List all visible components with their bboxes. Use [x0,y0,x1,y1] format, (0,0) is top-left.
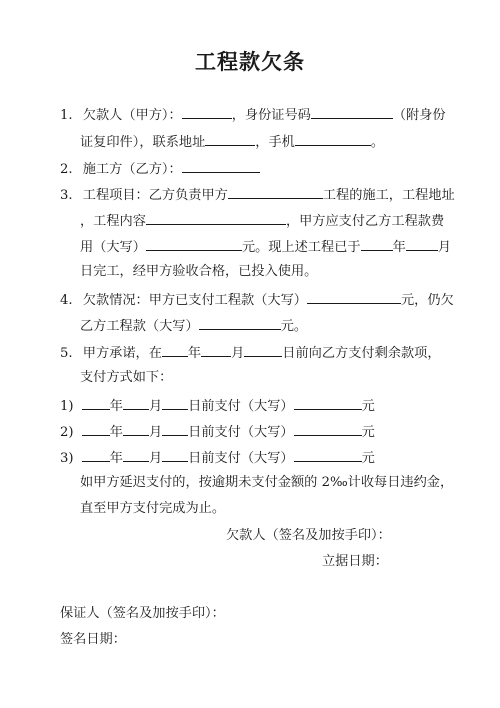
year-blank[interactable] [82,422,110,436]
payment-label: 日前支付（大写） [188,399,294,414]
address-blank[interactable] [205,132,255,146]
address-label: 证复印件），联系地址 [80,135,206,150]
month-label: 月 [148,399,163,414]
year-label: 年 [392,240,406,255]
year-blank[interactable] [162,343,188,357]
payment-label: 日前支付（大写） [188,425,294,440]
guarantor-date-line [60,631,126,649]
project-name-blank[interactable] [228,185,323,199]
yuan-label: 元 [361,451,375,466]
month-blank[interactable] [123,396,149,410]
content-blank[interactable] [146,211,286,225]
debtor-blank[interactable] [182,105,232,119]
yuan-label: 元。 [280,319,308,334]
guarantor-date-label: 签名日期： [60,632,126,647]
year-label: 年 [187,346,202,361]
day-blank[interactable] [162,448,188,462]
month-blank[interactable] [406,237,438,251]
item-number: 5. [60,346,73,361]
amount-blank[interactable] [146,237,242,251]
completion-text: 元。现上述工程已于 [241,240,361,255]
phone-label: ，手机 [255,135,295,150]
payment-amount-blank[interactable] [294,422,362,436]
item-3-line-1 [60,185,455,205]
guarantor-signature-line [60,605,225,623]
day-blank[interactable] [162,422,188,436]
year-label: 年 [109,425,123,440]
payment-amount-blank[interactable] [294,448,362,462]
project-address-label: 工程的施工，工程地址 [322,188,455,203]
paid-amount-blank[interactable] [307,290,401,304]
period: 。 [370,135,385,150]
payment-amount-blank[interactable] [294,396,362,410]
month-blank[interactable] [123,422,149,436]
payment-number: 3) [60,451,74,466]
contractor-label: 施工方（乙方）： [82,162,182,177]
payment-label: 日前支付（大写） [188,451,294,466]
penalty-text: 如甲方延迟支付的，按逾期未支付金额的 2‰计收每日违约金， [80,475,454,490]
month-blank[interactable] [123,448,149,462]
debtor-signature-label: 欠款人（签名及加按手印）： [226,528,391,543]
payment-row-3 [60,448,375,468]
issue-date-label: 立据日期： [322,554,388,569]
year-label: 年 [109,451,123,466]
amount-label: 用（大写） [80,240,146,255]
issue-date-line [322,553,388,571]
month-label: 月 [148,451,163,466]
month-blank[interactable] [201,343,231,357]
item-5-line-2 [80,369,172,387]
id-copy-text: （附身份 [392,108,446,123]
payment-number: 2) [60,425,74,440]
document-title: 工程款欠条 [195,49,305,74]
item-number: 4. [60,293,73,308]
payment-method-label: 支付方式如下： [80,370,173,385]
year-blank[interactable] [361,237,393,251]
contractor-blank[interactable] [182,159,260,173]
owed-amount-blank[interactable] [199,316,281,330]
project-label: 工程项目：乙方负责甲方 [82,188,228,203]
yuan-label: 元 [361,399,375,414]
penalty-line-2 [80,500,225,518]
item-number: 3. [60,188,73,203]
owed-label: 乙方工程款（大写） [80,319,199,334]
phone-blank[interactable] [295,132,371,146]
item-4-line-1 [60,290,454,310]
guarantor-signature-label: 保证人（签名及加按手印）： [60,606,225,621]
payment-row-2 [60,422,375,442]
item-number: 2. [60,162,73,177]
day-blank[interactable] [244,343,282,357]
debtor-label: 欠款人（甲方）： [82,108,182,123]
year-blank[interactable] [82,396,110,410]
item-4-line-2 [80,316,307,336]
yuan-label: 元 [361,425,375,440]
penalty-line-1 [80,474,453,492]
completion-status: 日完工，经甲方验收合格，已投入使用。 [80,264,318,279]
item-3-line-3 [80,237,451,257]
item-number: 1. [60,108,73,123]
id-number-blank[interactable] [311,105,393,119]
year-blank[interactable] [82,448,110,462]
fee-text: ，甲方应支付乙方工程款费 [285,214,445,229]
penalty-end-text: 直至甲方支付完成为止。 [80,501,226,516]
month-label: 月 [231,346,245,361]
item-3-line-2 [80,211,444,231]
item-1-line-1 [60,105,446,125]
item-2-line [60,159,260,179]
debtor-signature-line [226,527,391,545]
item-1-line-2 [80,132,384,152]
item-5-line-1 [60,343,441,363]
year-label: 年 [109,399,123,414]
payment-row-1 [60,396,375,416]
month-label: 月 [148,425,163,440]
day-blank[interactable] [162,396,188,410]
month-label: 月 [437,240,451,255]
content-label: ，工程内容 [80,214,146,229]
remaining-text: 日前向乙方支付剩余款项， [282,346,441,361]
id-label: ，身份证号码 [231,108,311,123]
paid-label: 欠款情况：甲方已支付工程款（大写） [82,293,307,308]
item-3-line-4 [80,263,317,281]
promise-label: 甲方承诺，在 [82,346,162,361]
still-owe-text: 元，仍欠 [400,293,454,308]
payment-number: 1) [60,399,74,414]
